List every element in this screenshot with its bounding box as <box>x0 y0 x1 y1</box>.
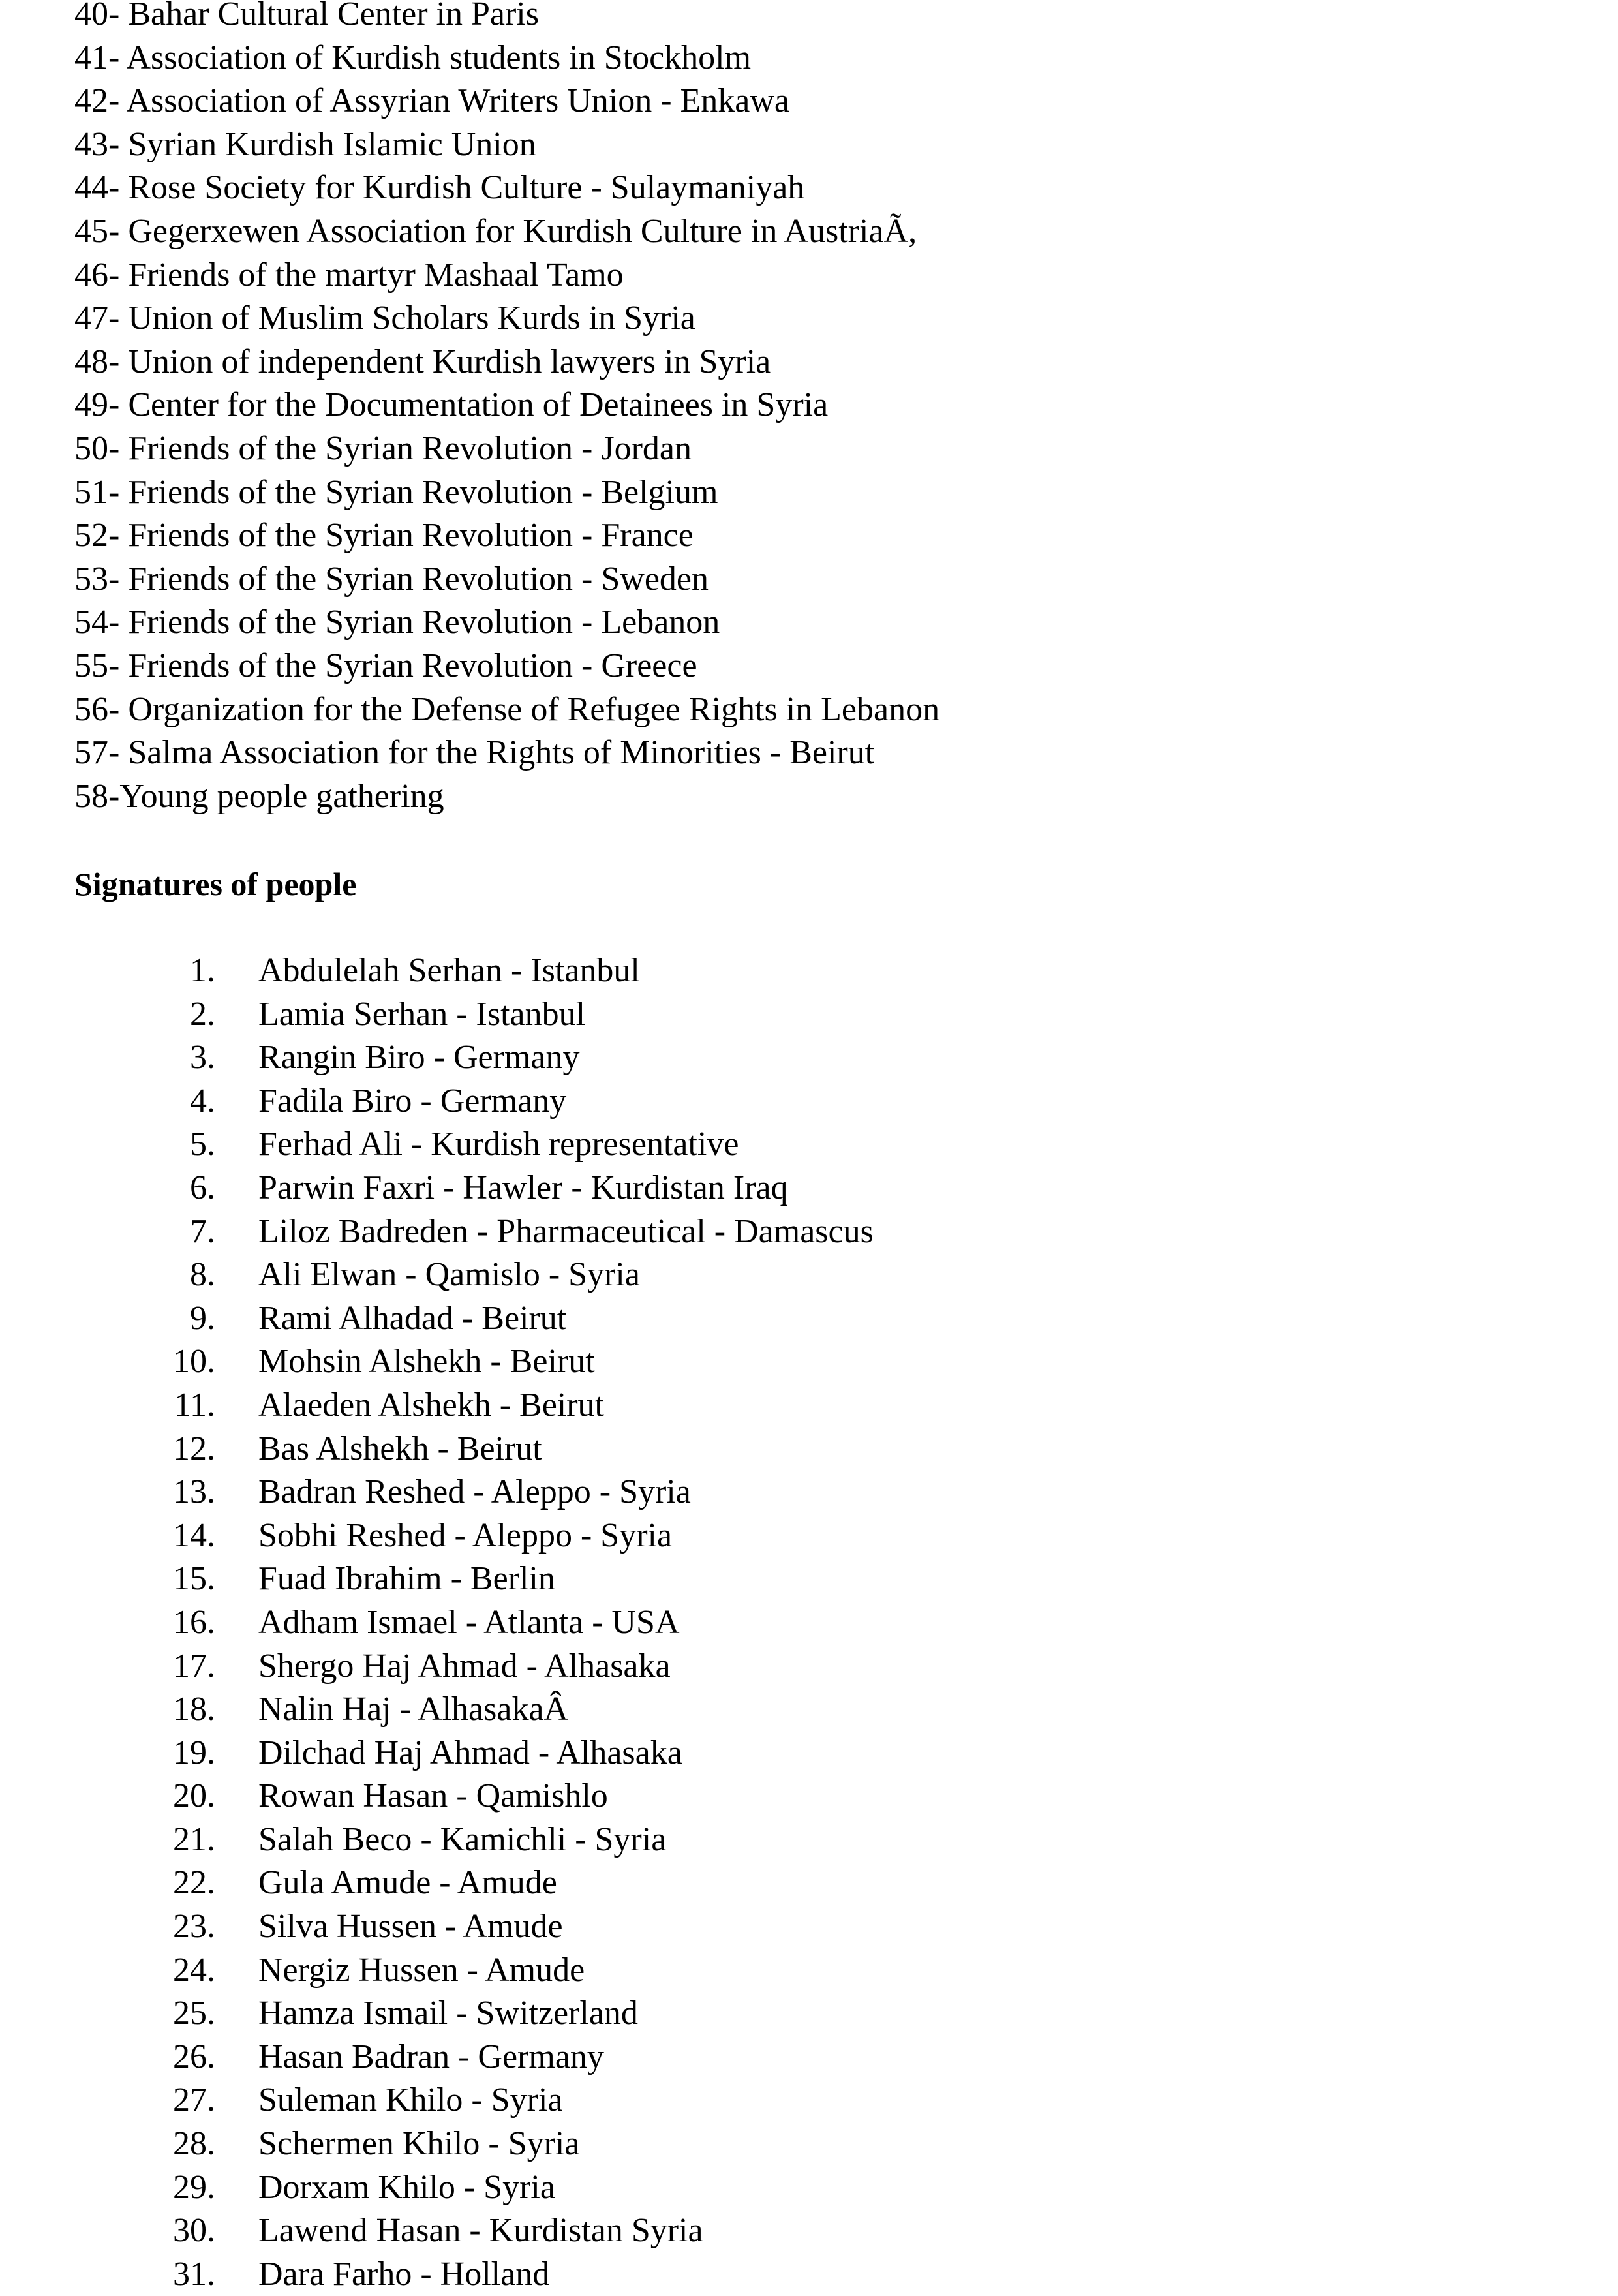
signature-name: Mohsin Alshekh - Beirut <box>258 1343 595 1381</box>
signature-number: 1. <box>190 952 215 989</box>
signature-number: 9. <box>190 1299 215 1337</box>
signature-name: Gula Amude - Amude <box>258 1864 557 1902</box>
signature-number: 10. <box>173 1343 215 1381</box>
signature-name: Nalin Haj - AlhasakaÂ <box>258 1691 569 1728</box>
organization-item: 42- Association of Assyrian Writers Union - Enkawa <box>74 82 789 120</box>
signature-number: 19. <box>173 1734 215 1771</box>
signature-name: Schermen Khilo - Syria <box>258 2125 580 2163</box>
signature-name: Lamia Serhan - Istanbul <box>258 995 586 1033</box>
signature-number: 23. <box>173 1908 215 1946</box>
signature-number: 31. <box>173 2255 215 2293</box>
signature-name: Fuad Ibrahim - Berlin <box>258 1560 555 1598</box>
signature-number: 4. <box>190 1082 215 1120</box>
signature-number: 16. <box>173 1603 215 1641</box>
organization-item: 43- Syrian Kurdish Islamic Union <box>74 125 536 163</box>
signature-name: Fadila Biro - Germany <box>258 1082 567 1120</box>
signature-number: 7. <box>190 1212 215 1250</box>
signature-name: Lawend Hasan - Kurdistan Syria <box>258 2212 703 2250</box>
signature-number: 22. <box>173 1864 215 1902</box>
signature-number: 27. <box>173 2081 215 2119</box>
organization-item: 47- Union of Muslim Scholars Kurds in Syria <box>74 299 695 337</box>
organization-item: 46- Friends of the martyr Mashaal Tamo <box>74 256 624 294</box>
signature-name: Ali Elwan - Qamislo - Syria <box>258 1256 640 1294</box>
signature-name: Hasan Badran - Germany <box>258 2038 604 2075</box>
signature-name: Abdulelah Serhan - Istanbul <box>258 952 640 989</box>
signature-name: Hamza Ismail - Switzerland <box>258 1995 638 2032</box>
signature-name: Dorxam Khilo - Syria <box>258 2168 555 2206</box>
signature-name: Ferhad Ali - Kurdish representative <box>258 1125 739 1163</box>
signature-name: Salah Beco - Kamichli - Syria <box>258 1820 667 1858</box>
signature-number: 24. <box>173 1951 215 1989</box>
signature-name: Dara Farho - Holland <box>258 2255 550 2293</box>
signature-number: 3. <box>190 1039 215 1077</box>
organization-item: 40- Bahar Cultural Center in Paris <box>74 0 539 33</box>
signature-number: 30. <box>173 2212 215 2250</box>
signature-number: 6. <box>190 1169 215 1206</box>
organization-item: 56- Organization for the Defense of Refugee Rights in Lebanon <box>74 690 940 728</box>
signature-name: Alaeden Alshekh - Beirut <box>258 1386 604 1424</box>
signature-number: 20. <box>173 1777 215 1815</box>
signature-number: 26. <box>173 2038 215 2075</box>
signature-name: Dilchad Haj Ahmad - Alhasaka <box>258 1734 682 1771</box>
signature-name: Parwin Faxri - Hawler - Kurdistan Iraq <box>258 1169 788 1206</box>
signature-number: 29. <box>173 2168 215 2206</box>
signature-name: Rangin Biro - Germany <box>258 1039 580 1077</box>
organization-item: 58-Young people gathering <box>74 777 444 815</box>
signature-name: Liloz Badreden - Pharmaceutical - Damascus <box>258 1212 874 1250</box>
signature-number: 12. <box>173 1430 215 1467</box>
organization-item: 53- Friends of the Syrian Revolution - Sweden <box>74 560 709 598</box>
signature-name: Silva Hussen - Amude <box>258 1908 563 1946</box>
organization-item: 50- Friends of the Syrian Revolution - Jordan <box>74 429 692 467</box>
signature-name: Sobhi Reshed - Aleppo - Syria <box>258 1516 673 1554</box>
signature-name: Bas Alshekh - Beirut <box>258 1430 542 1467</box>
signature-number: 28. <box>173 2125 215 2163</box>
signature-name: Rowan Hasan - Qamishlo <box>258 1777 608 1815</box>
signature-number: 5. <box>190 1125 215 1163</box>
signature-number: 21. <box>173 1820 215 1858</box>
signature-name: Nergiz Hussen - Amude <box>258 1951 585 1989</box>
organization-item: 57- Salma Association for the Rights of Minorities - Beirut <box>74 734 875 772</box>
signature-name: Adham Ismael - Atlanta - USA <box>258 1603 680 1641</box>
organization-item: 49- Center for the Documentation of Detainees in Syria <box>74 386 829 424</box>
signature-name: Badran Reshed - Aleppo - Syria <box>258 1473 691 1511</box>
signature-number: 2. <box>190 995 215 1033</box>
signature-number: 13. <box>173 1473 215 1511</box>
signature-number: 25. <box>173 1995 215 2032</box>
signature-number: 15. <box>173 1560 215 1598</box>
organization-list <box>74 0 939 818</box>
organization-item: 55- Friends of the Syrian Revolution - Greece <box>74 647 697 684</box>
organization-item: 54- Friends of the Syrian Revolution - Lebanon <box>74 604 720 641</box>
signature-number: 17. <box>173 1647 215 1685</box>
organization-item: 52- Friends of the Syrian Revolution - France <box>74 517 694 555</box>
signature-number: 14. <box>173 1516 215 1554</box>
signature-name: Suleman Khilo - Syria <box>258 2081 563 2119</box>
signature-number: 11. <box>174 1386 215 1424</box>
signature-name: Rami Alhadad - Beirut <box>258 1299 567 1337</box>
signature-name: Shergo Haj Ahmad - Alhasaka <box>258 1647 671 1685</box>
organization-item: 48- Union of independent Kurdish lawyers in Syria <box>74 343 771 380</box>
organization-item: 44- Rose Society for Kurdish Culture - Sulaymaniyah <box>74 169 805 207</box>
organization-item: 41- Association of Kurdish students in Stockholm <box>74 38 752 76</box>
organization-item: 45- Gegerxewen Association for Kurdish Culture in AustriaÃ, <box>74 212 917 250</box>
section-heading-signatures: Signatures of people <box>74 866 357 902</box>
signature-number: 8. <box>190 1256 215 1294</box>
organization-item: 51- Friends of the Syrian Revolution - Belgium <box>74 473 718 511</box>
signature-number: 18. <box>173 1691 215 1728</box>
